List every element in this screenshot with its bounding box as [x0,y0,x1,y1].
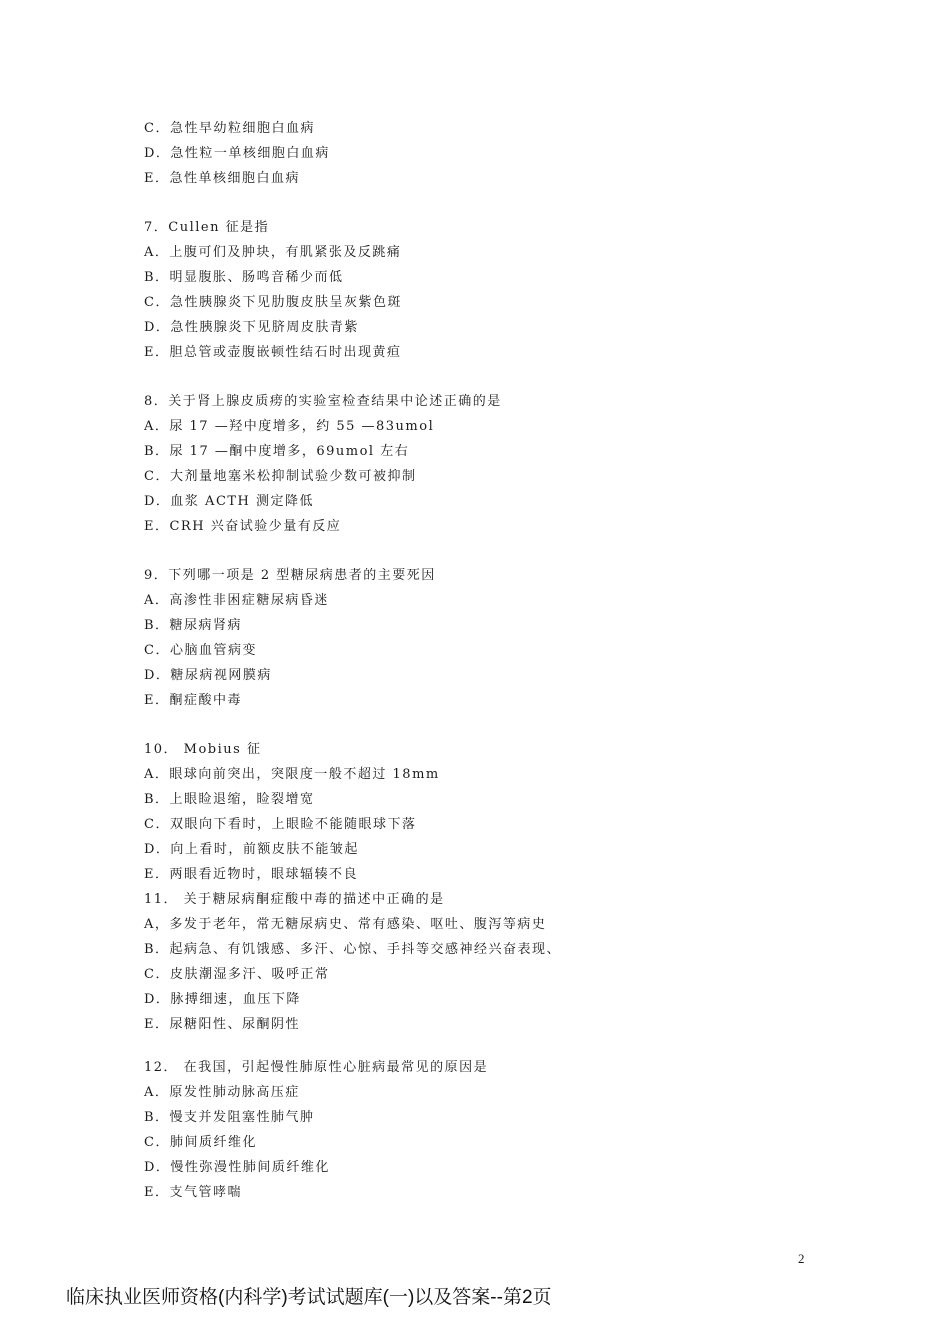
option-line: B．起病急、有饥饿感、多汗、心惊、手抖等交感神经兴奋表现、 [144,942,562,957]
option-line: A．原发性肺动脉高压症 [144,1085,300,1100]
option-line: C．肺间质纤维化 [144,1135,257,1150]
question-stem: 9．下列哪一项是 2 型糖尿病患者的主要死因 [144,568,436,583]
option-line: E．尿糖阳性、尿酮阴性 [144,1017,300,1032]
option-line: C．双眼向下看时，上眼睑不能随眼球下落 [144,817,417,832]
option-line: B．明显腹胀、肠鸣音稀少而低 [144,270,344,285]
option-line: B．上眼睑退缩，睑裂增宽 [144,792,315,807]
question-stem: 7．Cullen 征是指 [144,220,270,235]
option-line: B．慢支并发阻塞性肺气肿 [144,1110,315,1125]
option-line: D．血浆 ACTH 测定降低 [144,494,315,509]
option-line: A，多发于老年，常无糖尿病史、常有感染、呕吐、腹泻等病史 [144,917,547,932]
option-line: C．心脑血管病变 [144,643,257,658]
option-line: D．急性粒一单核细胞白血病 [144,146,330,161]
option-line: A．尿 17 —羟中度增多，约 55 —83umol [144,419,435,434]
option-line: E．CRH 兴奋试验少量有反应 [144,519,342,534]
page-number: 2 [798,1251,805,1266]
option-line: C．大剂量地塞米松抑制试验少数可被抑制 [144,469,417,484]
option-line: D．慢性弥漫性肺间质纤维化 [144,1160,330,1175]
option-line: C．皮肤潮湿多汗、吸呼正常 [144,967,330,982]
option-line: C．急性早幼粒细胞白血病 [144,121,315,136]
spacer [144,365,844,389]
spacer [144,713,844,737]
option-line: D．向上看时，前额皮肤不能皱起 [144,842,359,857]
option-line: B．糖尿病肾病 [144,618,243,633]
option-line: E．酮症酸中毒 [144,693,242,708]
option-line: A．眼球向前突出，突限度一般不超过 18mm [144,767,440,782]
option-line: C．急性胰腺炎下见肋腹皮肤呈灰紫色斑 [144,295,402,310]
spacer [144,1037,844,1055]
option-line: E．支气管哮喘 [144,1185,242,1200]
option-line: B．尿 17 —酮中度增多，69umol 左右 [144,444,410,459]
option-line: D．急性胰腺炎下见脐周皮肤青紫 [144,320,359,335]
question-stem: 11． 关于糖尿病酮症酸中毒的描述中正确的是 [144,892,445,907]
option-line: E．急性单核细胞白血病 [144,171,300,186]
footer-title: 临床执业医师资格(内科学)考试试题库(一)以及答案--第2页 [66,1287,552,1308]
question-stem: 10． Mobius 征 [144,742,262,757]
option-line: E．胆总管或壶腹嵌顿性结石时出现黄疸 [144,345,402,360]
option-line: A．高渗性非困症糖尿病昏迷 [144,593,329,608]
spacer [144,539,844,563]
question-stem: 8．关于肾上腺皮质痨的实验室检查结果中论述正确的是 [144,394,502,409]
option-line: D．脉搏细速，血压下降 [144,992,301,1007]
question-list [144,116,844,1205]
option-line: D．糖尿病视网膜病 [144,668,272,683]
spacer [144,191,844,215]
option-line: A．上腹可们及肿块，有肌紧张及反跳痛 [144,245,402,260]
option-line: E．两眼看近物时，眼球辐辏不良 [144,867,358,882]
question-stem: 12． 在我国，引起慢性肺原性心脏病最常见的原因是 [144,1060,489,1075]
